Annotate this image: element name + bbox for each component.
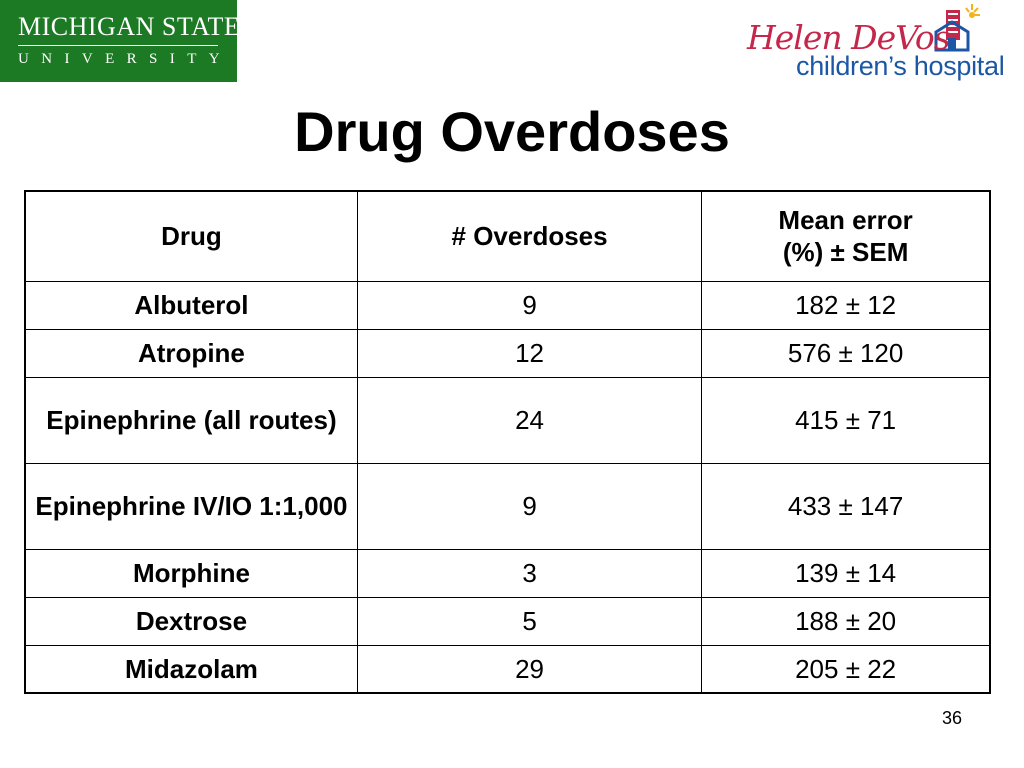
overdoses-cell: 9 (357, 281, 701, 329)
table-row (25, 377, 990, 463)
table-row (25, 645, 990, 693)
overdoses-cell: 3 (357, 549, 701, 597)
msu-logo-line1: MICHIGAN STATE (18, 12, 241, 41)
slide-title: Drug Overdoses (294, 100, 730, 163)
msu-logo-rule (18, 45, 218, 46)
drug-cell: Epinephrine IV/IO 1:1,000 (25, 463, 357, 549)
mean-error-cell: 433 ± 147 (702, 463, 990, 549)
drug-cell: Midazolam (25, 645, 357, 693)
table-row (25, 463, 990, 549)
table-row (25, 597, 990, 645)
overdoses-cell: 5 (357, 597, 701, 645)
header-overdoses: # Overdoses (357, 191, 701, 281)
page-number: 36 (941, 708, 962, 728)
header-mean-error-line2: (%) ± SEM (782, 237, 909, 268)
table-row (25, 329, 990, 377)
msu-logo (0, 0, 241, 82)
drug-cell: Dextrose (25, 597, 357, 645)
drug-cell: Atropine (25, 329, 357, 377)
mean-error-cell: 205 ± 22 (702, 645, 990, 693)
mean-error-cell: 182 ± 12 (702, 281, 990, 329)
mean-error-cell: 188 ± 20 (702, 597, 990, 645)
header-drug: Drug (25, 191, 357, 281)
overdoses-cell: 24 (357, 377, 701, 463)
childrens-hospital-label: children’s hospital (796, 51, 1005, 81)
helen-devos-name: Helen DeVos (747, 18, 950, 57)
overdose-table (24, 190, 991, 694)
drug-cell: Morphine (25, 549, 357, 597)
table-row (25, 549, 990, 597)
table-header-row (25, 191, 990, 281)
header-mean-error (702, 191, 990, 281)
msu-logo-line2: UNIVERSITY (18, 51, 232, 67)
mean-error-cell: 576 ± 120 (702, 329, 990, 377)
drug-cell: Epinephrine (all routes) (25, 377, 357, 463)
overdoses-cell: 9 (357, 463, 701, 549)
overdoses-cell: 29 (357, 645, 701, 693)
mean-error-cell: 139 ± 14 (702, 549, 990, 597)
mean-error-cell: 415 ± 71 (702, 377, 990, 463)
drug-cell: Albuterol (25, 281, 357, 329)
table-row (25, 281, 990, 329)
helen-devos-logo (744, 0, 1024, 82)
overdoses-cell: 12 (357, 329, 701, 377)
header-mean-error-line1: Mean error (778, 205, 913, 236)
